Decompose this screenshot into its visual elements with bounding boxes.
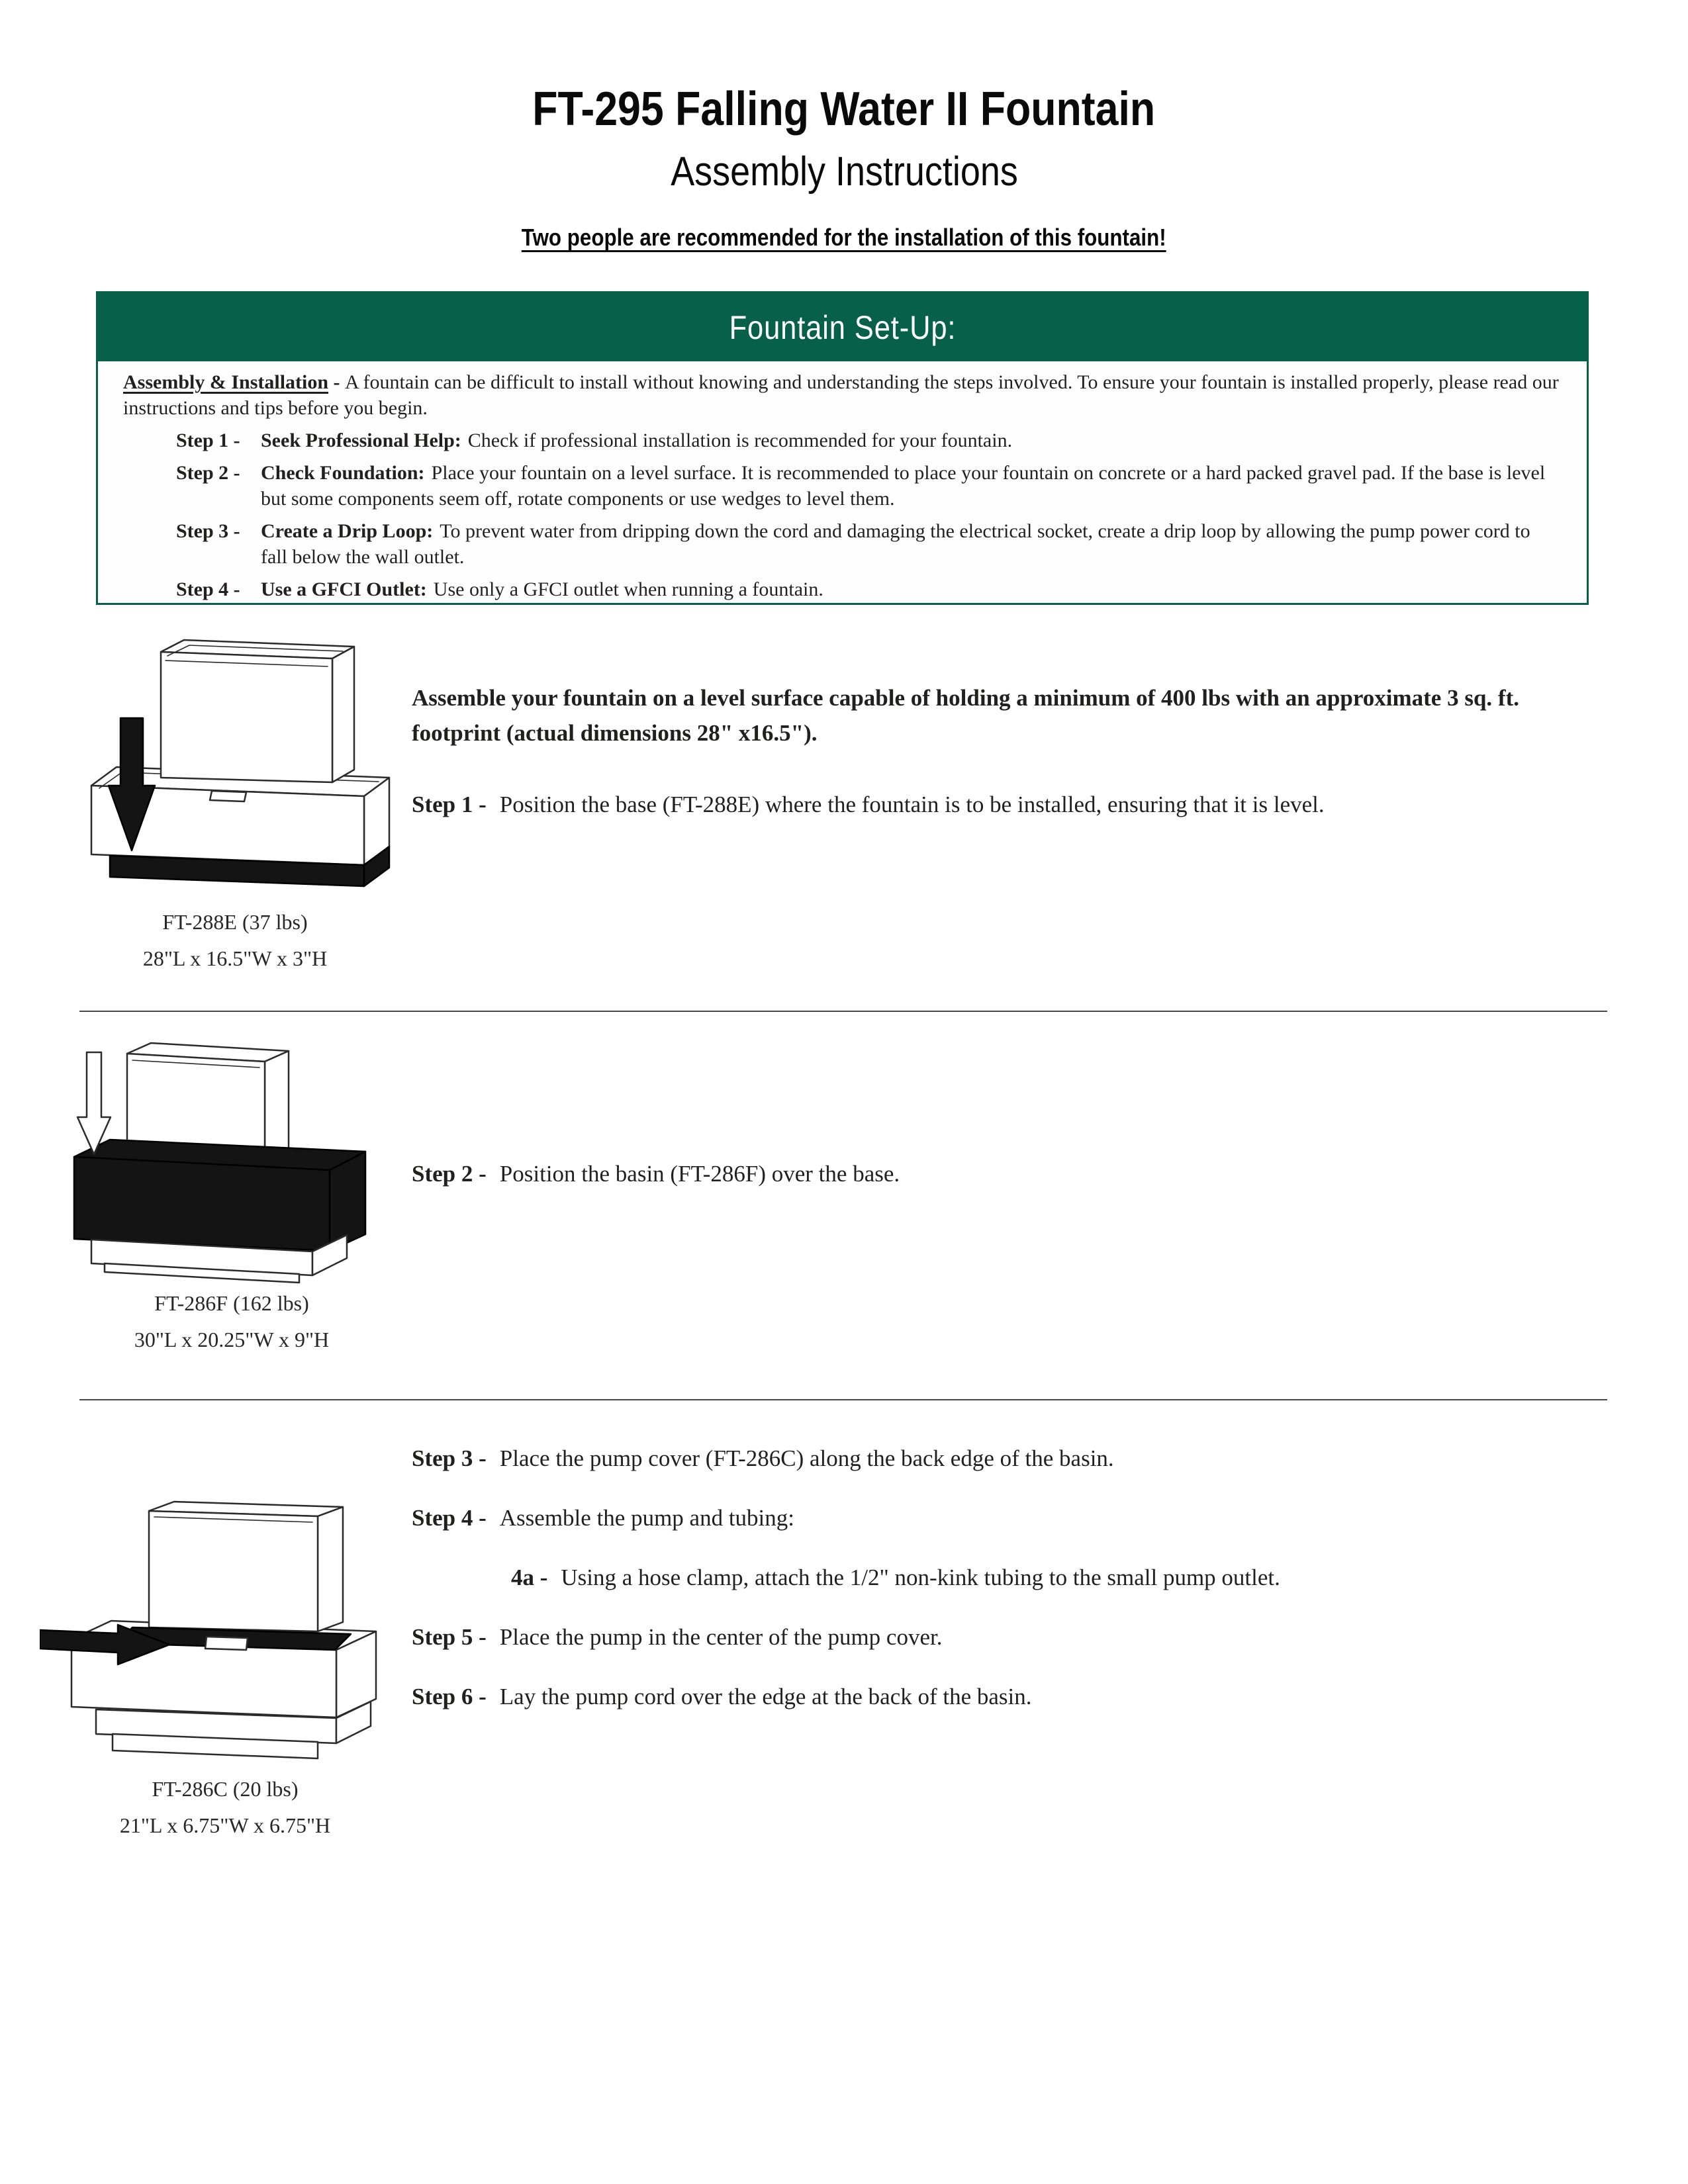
base-illustration xyxy=(79,619,391,903)
step-text: Lay the pump cord over the edge at the back of the basin. xyxy=(499,1684,1032,1709)
page-title: FT-295 Falling Water II Fountain xyxy=(532,83,1156,136)
image-caption-basin xyxy=(66,1285,397,1358)
step-text: To prevent water from dripping down the cord and damaging the electrical socket, create a drip loop by allowing the pump power cord to fall below the wall outlet. xyxy=(261,520,1530,568)
step-text: Position the base (FT-288E) where the fountain is to be installed, ensuring that it is level. xyxy=(499,792,1325,817)
step-text: Place the pump cover (FT-286C) along the back edge of the basin. xyxy=(499,1445,1114,1471)
caption-model: FT-286C (20 lbs) xyxy=(152,1777,299,1801)
step-title: Check Foundation: xyxy=(261,462,425,484)
step-label: Step 5 - xyxy=(412,1624,487,1650)
section-3-text xyxy=(412,1444,1617,1742)
step-label: Step 6 - xyxy=(412,1684,487,1709)
section-divider xyxy=(79,1011,1607,1012)
step-label: Step 1 - xyxy=(412,792,487,817)
step-label: Step 2 - xyxy=(176,462,240,484)
down-arrow-outline-icon xyxy=(77,1052,111,1154)
step-4a-instruction xyxy=(511,1563,1617,1592)
setup-intro-paragraph: Assembly & Installation - A fountain can be difficult to install without knowing and understanding the steps involved. To ensure your fountain is installed properly, please read our instructions and tips before you begin. xyxy=(123,371,1559,419)
setup-step-2 xyxy=(176,460,1560,512)
caption-model: FT-288E (37 lbs) xyxy=(162,910,308,934)
step-title: Use a GFCI Outlet: xyxy=(261,578,427,600)
step-text: Use only a GFCI outlet when running a fountain. xyxy=(433,578,823,600)
setup-step-1 xyxy=(176,428,1560,453)
step-text: Place the pump in the center of the pump cover. xyxy=(499,1624,943,1650)
section-1-text xyxy=(412,680,1550,819)
step-4-instruction xyxy=(412,1504,1617,1533)
base-drawing xyxy=(91,640,389,886)
section-divider xyxy=(79,1399,1607,1400)
step-label: Step 4 - xyxy=(412,1505,487,1531)
step-3-instruction xyxy=(412,1444,1617,1473)
installation-note: Two people are recommended for the installation of this fountain! xyxy=(522,224,1166,251)
step-label: Step 4 - xyxy=(176,578,240,600)
caption-model: FT-286F (162 lbs) xyxy=(154,1291,309,1315)
image-caption-base xyxy=(79,904,391,977)
step-1-instruction xyxy=(412,790,1550,819)
step-title: Seek Professional Help: xyxy=(261,430,461,451)
step-text: Using a hose clamp, attach the 1/2" non-kink tubing to the small pump outlet. xyxy=(561,1565,1280,1590)
step-2-instruction xyxy=(412,1160,1590,1189)
step-5-instruction xyxy=(412,1623,1617,1652)
basin-drawing xyxy=(74,1043,365,1283)
assembly-surface-note: Assemble your fountain on a level surface capable of holding a minimum of 400 lbs with an approximate 3 sq. ft. footprint (actual dimensions 28" x16.5"). xyxy=(412,685,1519,746)
setup-box-header-label: Fountain Set-Up: xyxy=(729,308,956,346)
image-caption-pump-cover xyxy=(40,1771,410,1844)
caption-dimensions: 28"L x 16.5"W x 3"H xyxy=(142,946,328,970)
step-title: Create a Drip Loop: xyxy=(261,520,434,542)
fountain-setup-box xyxy=(96,291,1589,605)
setup-intro-heading: Assembly & Installation xyxy=(123,371,329,393)
setup-step-3 xyxy=(176,518,1560,570)
step-label: Step 1 - xyxy=(176,430,240,451)
step-label: Step 3 - xyxy=(176,520,240,542)
step-label: Step 2 - xyxy=(412,1161,487,1187)
pump-cover-drawing xyxy=(40,1502,376,1758)
step-label: Step 3 - xyxy=(412,1445,487,1471)
caption-dimensions: 21"L x 6.75"W x 6.75"H xyxy=(119,1813,331,1837)
setup-intro-text: A fountain can be difficult to install without knowing and understanding the steps involved. To ensure your fountain is installed properly, please read our instructions and tips before you begin. xyxy=(123,371,1559,419)
step-text: Position the basin (FT-286F) over the base. xyxy=(499,1161,900,1187)
setup-box-header xyxy=(98,293,1587,361)
step-6-instruction xyxy=(412,1682,1617,1711)
step-text: Place your fountain on a level surface. It is recommended to place your fountain on concrete or a hard packed gravel pad. If the base is level but some components seem off, rotate components or use wedges to level them. xyxy=(261,462,1546,510)
step-text: Assemble the pump and tubing: xyxy=(499,1505,795,1531)
caption-dimensions: 30"L x 20.25"W x 9"H xyxy=(134,1328,330,1351)
page-subtitle: Assembly Instructions xyxy=(670,149,1018,195)
basin-illustration xyxy=(66,1032,397,1284)
step-text: Check if professional installation is recommended for your fountain. xyxy=(467,430,1013,451)
pump-cover-illustration xyxy=(40,1499,410,1764)
section-2-text xyxy=(412,1160,1590,1189)
setup-step-4 xyxy=(176,576,1560,602)
step-label: 4a - xyxy=(511,1565,548,1590)
